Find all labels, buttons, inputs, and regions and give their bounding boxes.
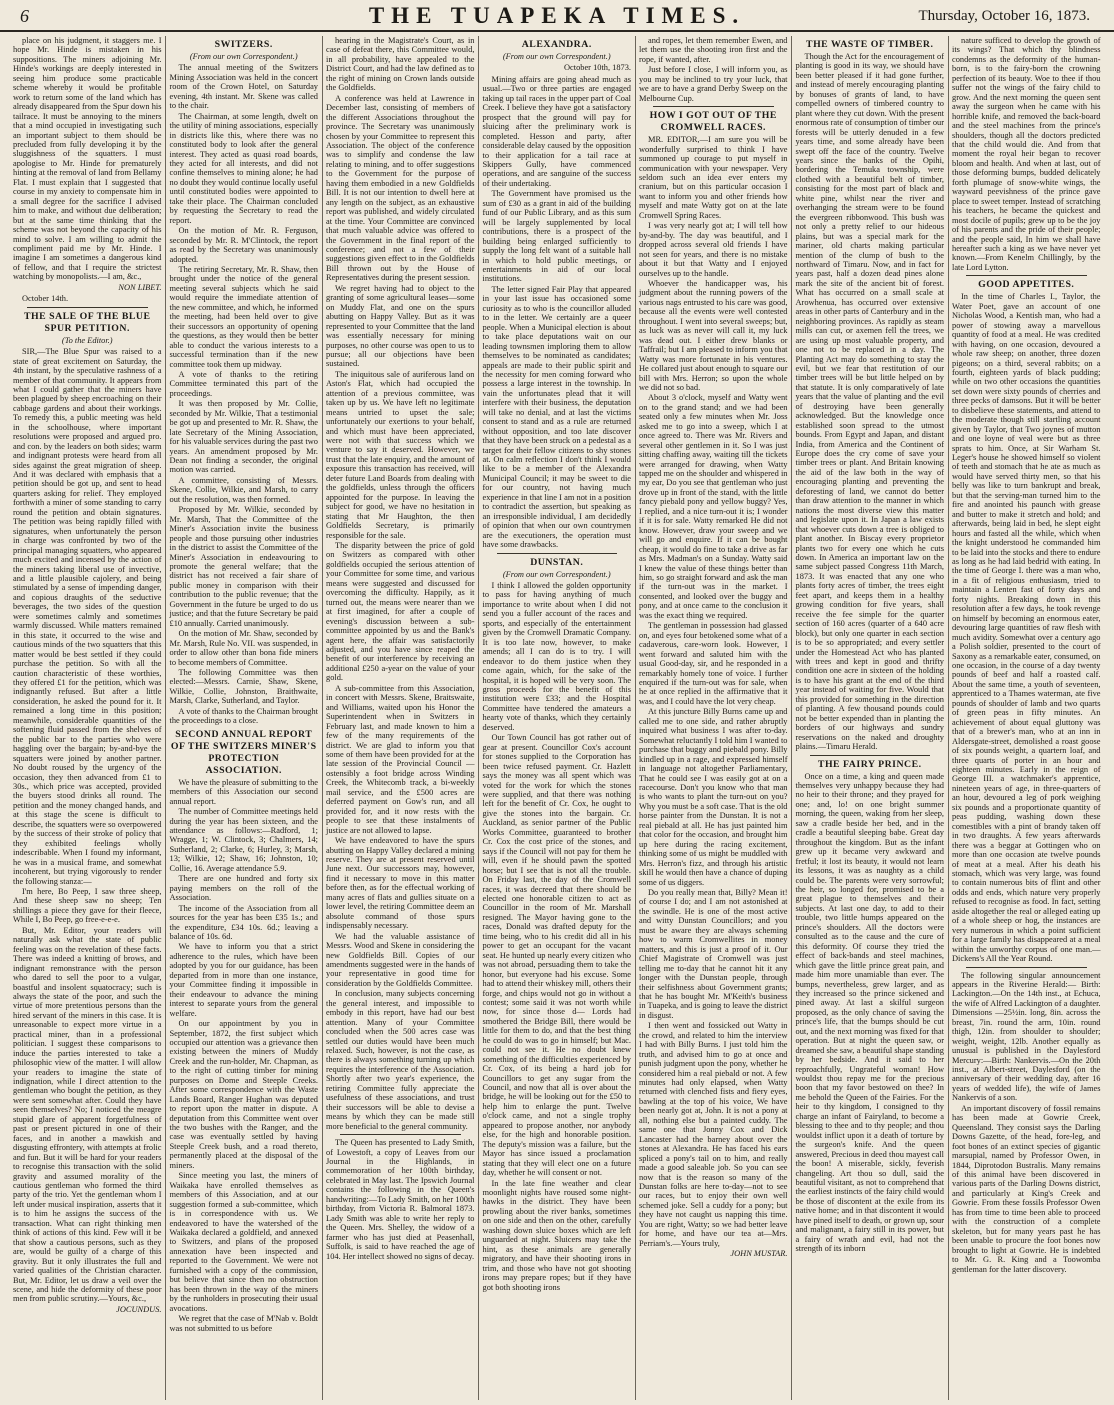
section-rule <box>27 307 148 308</box>
paragraph: We regret that the case of M'Nab v. Boldt was not submitted to us before <box>169 1314 318 1333</box>
paragraph: Our Town Council has got rather out of gear at present. Councillor Cox's account for stones supplied to the Corporation has been twice refused payment. Cr. Hazlett says the money was all spent which was voted for the work for which the stones were supplied, and that there was nothing left for the benefit of Cr. Cox, he ought to give the stones into the bargain. Cr. Auckland, as senior partner of the Public Works Committee, guaranteed to brother Cr. Cox the cost price of the stones, and says if the Council will not pay for them he will, even if he should pawn the spotted horse; but I see that is not all the trouble. On Friday last, the day of the Cromwell races, it was decreed that there should be elected one honorable citizen to act as Councillor in the room of Mr. Marshall resigned. The Mayor having gone to the races, Donald was drafted deputy for the time being, who to his credit did all in his power to get an occupant for the vacant seat. He hunted up nearly every citizen who was not abroad, persuading them to take the honor, but everyone had his excuse. Some had to attend their whiskey mill, others their forge, and chips would not go in without a contest; some said it was not worth while now, for since those d— Lords had smothered the Bridge Bill, there would be little for them to do, and that the best thing he could do was to go in himself; but Mac. could not see it. He no doubt knew something of the difficulties experienced by Cr. Cox, of its being a hard job for Councillors to get any sugar from the Council, and now that all is over about the bridge, he will be looking out for the £50 to help him to enlarge the punt. Twelve o'clock came, and not a single trophy appeared to propose another, nor anybody else, for the high and honorable position. The deputy's mission was a failure, but the Mayor has since issued a proclamation stating that they will elect one on a future day, whether he will consent or not. <box>482 733 631 1178</box>
headline: SWITZERS. <box>214 39 273 50</box>
headline: HOW I GOT OUT OF THE CROMWELL RACES. <box>649 110 777 134</box>
column-1 <box>10 36 165 1400</box>
correspondent-line: (From our own Correspondent.) <box>189 52 298 61</box>
column-4 <box>480 36 635 1400</box>
paragraph: The annual meeting of the Switzers Mining Association was held in the concert room of the Crown Hotel, on Saturday evening, 4th instant. Mr. Skene was called to the chair. <box>169 63 318 111</box>
paragraph: The income of the Association from all sources for the year has been £35 1s.; and the expenditure, £34 10s. 6d.; leaving a balance of 10s. 6d. <box>169 903 318 941</box>
newspaper-title: THE TUAPEKA TIMES. <box>368 3 746 28</box>
section-rule <box>497 553 618 554</box>
paragraph: We had the valuable assistance of Messrs. Wood and Skene in considering the new Goldfields Bill. Copies of our amendments suggested were in the hands of your representative in good time for consideration by the Goldfields Committee. <box>326 931 475 988</box>
issue-date: Thursday, October 16, 1873. <box>918 8 1090 24</box>
paragraph: Just before I close, I will inform you, as you may be inclined to try your luck, that we are to have a grand Derby Sweep on the Melbourne Cup. <box>639 65 788 103</box>
headline: SECOND ANNUAL REPORT OF THE SWITZERS MINER'S PROTECTION ASSOCIATION. <box>170 728 317 776</box>
paragraph: Since meeting you last, the miners of Waikaka have enrolled themselves as members of this Association, and at our suggestion formed a sub-committee, which is in correspondence with us. We endeavored to have the watershed of the Waikaka declared a goldfield, and annexed to Switzers, and plans of the proposed annexation have been inspected and reported to the Government. We were not furnished with a copy of the commission, but believe that since then no obstruction has been thrown in the way of the miners by the runholders in prosecuting their usual avocations. <box>169 1171 318 1313</box>
signature: JOCUNDUS. <box>116 1304 162 1314</box>
paragraph: The Chairman, at some length, dwelt on the utility of mining associations, especially in districts like this, where there was no constituted body to look after the general interest. They acted as quasi road boards, they acted for all interests, and did not confine themselves to mining alone; he had no doubt they would continue locally useful until constituted bodies were appointed to take their place. The Chairman concluded by requesting the Secretary to read the report. <box>169 111 318 225</box>
paragraph: Proposed by Mr. Wilkie, seconded by Mr. Marsh, That the Committee of the Miner's Association invite the business people and those pursuing other industries in the district to assist the Committee of the Miner's Association in endeavouring to promote the general welfare; that the district has not received a fair share of public money in comparison with their contribution to the public revenue; that the Government in the future be urged to do us justice; and that the future Secretary be paid £10 annually. Carried unanimously. <box>169 505 318 628</box>
paragraph: We have the pleasure of submitting to the members of this Association our second annual report. <box>169 777 318 806</box>
section-rule <box>966 967 1087 968</box>
columns-container <box>10 36 1106 1400</box>
paragraph: October 14th. <box>22 294 69 304</box>
paragraph: There are one hundred and forty six paying members on the roll of the Association. <box>169 874 318 903</box>
paragraph: I think I allowed the golden opportunity to pass for having anything of much importance to write about when I did not send you a fuller account of the races and sports, and especially of the entertainment given by the Cromwell Dramatic Company. It is too late now, however, to make amends; all I can do is to try. I will endeavor to do them justice when they come again, which, for the sake of the hospital, it is hoped will be very soon. The gross proceeds for the benefit of this institution were £33; and the Hospital Committee have tendered the amateurs a hearty vote of thanks, which they certainly deserved. <box>482 581 631 732</box>
paragraph: SIR,—The Blue Spur was raised to a state of great excitement on Saturday, the 4th instant, by the speculative rashness of a member of that community. It appears from what I could gather that the miners have been plagued by sheep encroaching on their cabbage gardens and about their workings. To remedy this, a public meeting was held in the schoolhouse, where important resolutions were proposed and argued pro. and con. by the leaders on both sides; warm and indignant protests were heard from all sides against the great migration of sheep. And it was declared with emphasis that a petition should be got up, and sent to head quarters asking for relief. They employed forthwith a miner of some standing to carry round the petition and obtain signatures. The petition was being rapidly filled with signatures, when unfortunately the person in charge was confronted by two of the principal managing squatters, who appeared much excited and incensed by the action of the miners taking liberal use of invective, and a little plausible cajolery, and being stimulated by a sense of impending danger, and copious draughts of the seductive beverages, the two sides of the question were sometimes calmly and sometimes warmly discussed. While matters remained in this state, it occurred to the wise and cautious minds of the two squatters that this matter would be best settled if they could purchase the petition. So with all the caution characteristic of these worthies, they offered £1 for the petition, which was indignantly refused. But after a little consideration, he asked the pound for it. It remained a long time in this position; meanwhile, considerable quantities of the softening fluid passed from the shelves of the public bar to the parties who were haggling over the bargain; by-and-bye the squatters were joined by another partner. No doubt roused by the urgency of the occasion, they then advanced from £1 to 30s., which price was accepted, provided the buyers stood drinks all round. The petition and the money changed hands, and at this stage the scene is difficult to describe, the squatters were so overpowered by the success of their stroke of policy that they exhibited feelings wholly indescribable. When I found my informant, he was in a musical frame, and somewhat incoherent, but trying vigorously to render the following stanza:— <box>13 347 162 886</box>
paragraph: On our appointment by you in September, 1872, the first subject which occupied our attention was a grievance then existing between the miners of Muddy Creek and the run-holder, Mr. Chapman, as to the right of cutting timber for mining purposes on Dome and Steeple Creeks. After some correspondence with the Waste Lands Board, Ranger Hughan was deputed to report upon the matter in dispute. A deputation from this Committee went over the two bushes with the Ranger, and the case was eventually settled by having Steeple Creek bush, and a road thereto, permanently placed at the disposal of the miners. <box>169 1019 318 1170</box>
column-7 <box>949 36 1104 1400</box>
column-2 <box>167 36 322 1400</box>
paragraph: A conference was held at Lawrence in December last, consisting of members of the different Associations throughout the province. The Secretary was unanimously chosen by your Committee to represent this Association. The object of the conference was to simplify and condense the law relating to mining, and to offer suggestions to the Government for the purpose of having them embodied in a new Goldfields Bill. It is not our intention to dwell here at any length on the subject, as an exhaustive report was published, and widely circulated at the time. Your Committee are convinced that much valuable advice was offered to the Government in the final report of the conference; and not a few of their suggestions given effect to in the Goldfields Bill thrown out by the House of Representatives during the present session. <box>326 93 475 283</box>
correspondent-line: (To the Editor.) <box>61 335 113 345</box>
paragraph: The gentleman in possession had glassed on, and eyes four betokened some what of a cadaverous, care-worn look. However, I went forward and saluted him with the usual Good-day, sir, and he responded in a remarkably homely tone of voice. I further enquired if the turn-out was for sale, when he at once replied in the affirmative that it was, and I could have the lot very cheap. <box>639 621 788 706</box>
paragraph: Though the Act for the encouragement of planting is good in its way, we should have been better pleased if it had gone further, and instead of merely encouraging planting by bonuses of grants of land, to have compelled owners of timbered country to plant where they cut down. With the present enormous rate of consumption of timber our forests will be utterly denuded in a few years time, and some already have been swept off the face of the country. Twelve years since the banks of the Opihi, bordering the Temuka township, were clothed with a beautiful belt of timber, consisting for the most part of black and white pine, whilst near the river and overhanging the stream were to be found the evergreen ribbonwood. This bush was not only a pretty relief to our hideous plains, but was a special mark for the mariner, old charts making particular mention of the clump of bush to the northward of Timaru. Now, and in fact for years past, half a dozen dead pines alone mark the site of the ancient bit of forest. What has occurred on a small scale at Arowhenua, has occurred over extensive areas in other parts of Canterbury and in the neighboring provinces. As rapidly as steam mills can cut, or axemen fell the trees, we are using up most valuable property, and one not to be replaced in a day. The Planting Act may do something to stay the evil, but we fear that restitution of our timber trees will be but little helped on by that statute. It is only comparatively of late years that the value of planting and the evil of destroying have been generally acknowledged. But the knowledge once established soon spread to the utmost bounds. From Egypt and Japan, and distant India, from America and the Continent of Europe does the cry come of save your timber trees or plant. And Britain knowing the aid of the law both in the way of encouraging planting and preventing the deforesting of land, we cannot do better than draw attention to the manner in which nations the most diverse view this matter and legislate upon it. In Japan a law exists that whoever cuts down a tree is obliged to plant another. In Biscay every proprietor plants two for every one which he cuts down. In America an important law on the same subject passed Congress 11th March, 1873. It was enacted that any one who plants forty acres of timber, the trees eight feet apart, and keeps them in a healthy growing condition for five years, shall receive the fee simple for the quarter section of 160 acres (quarter of a 640 acre block), but only one quarter in each section is to be so appropriated; and every settler under the Homestead Act who has planted with trees and kept in good and thrifty condition one acre in sixteen of the holding is to have his grant at the end of the third year instead of waiting for five. Would that this provided for something in the direction of planting. A few thousand pounds could not be better expended than in planting the borders of our highways and sundry reservations on the naked and droughty plains.—Timaru Herald. <box>795 52 944 752</box>
section-rule <box>966 275 1087 276</box>
paragraph: On the motion of Mr. Shaw, seconded by Mr. Marsh, Rule No. VII. was suspended, in order to allow other than bona fide miners to become members of Committee. <box>169 629 318 667</box>
section-rule <box>810 755 931 756</box>
paragraph: The Queen has presented to Lady Smith, of Lowestoft, a copy of Leaves from our Journal in the Highlands, in commemoration of her 100th birthday, celebrated in May last. The Ipswich Journal contains the following in the Queen's handwriting:—To Lady Smith, on her 100th birthday, from Victoria R. Balmoral 1873. Lady Smith was able to write her reply to the Queen. Mrs. Shelley, the widow of a farmer who has just died at Peasenhall, Suffolk, is said to have reached the age of 104. Her intellect showed no signs of decay. <box>326 1138 475 1261</box>
paragraph: The Government have promised us the sum of £30 as a grant in aid of the building fund of our Public Library, and as this sum will be largely supplemented by local contributions, there is a prospect of the building being enlarged sufficiently to supply the long felt want of a suitable hall in which to hold public meetings, or entertainments in aid of our local institutions. <box>482 189 631 284</box>
paragraph: A vote of thanks to the retiring Committee terminated this part of the proceedings. <box>169 369 318 398</box>
page-number: 6 <box>20 6 29 26</box>
paragraph: The following singular announcement appears in the Riverine Herald:— Birth: Lackington.—On the 14th inst., at Echuca, the wife of Alfred Lackington of a daughter. Dimensions —25½in. long, 8in. across the breast, 7in. round the arm, 10in. round thigh, 12in. from shoulder to shoulder; weight, weight, 12lb. Another equally as unusual is published in the Daylesford Mercury:—Birth: Nankervis.—On the 20th inst., at Albert-street, Daylesford (on the anniversary of their wedding day, after 16 years of wedded life), the wife of James Nankervis of a son. <box>952 970 1101 1103</box>
signature: NON LIBET. <box>118 282 162 292</box>
headline: THE WASTE OF TIMBER. <box>806 39 934 50</box>
paragraph: I'm here, Bo Peep, I saw three sheep, And these sheep saw no sheep; Ten shillings a piece they gave for their fleece, While I, Bo Peep, go free-e-e-e. <box>13 886 162 925</box>
paragraph: nature sufficed to develop the growth of its wings? That which thy blindness condemns as the deformity of the human-born, is to the fairy-born the crowning perfection of its beauty. Woe to thee if thou suffer not the wings of the fairy child to grow. And the next morning the queen sent away the surgeon when he came with his horrible knife, and removed the back-board and the steel machines from the prince's shoulders, though all the doctors predicted that the child would die. And from that moment the royal heir began to recover bloom and health. And when at last, out of those deforming bumps, budded delicately forth plumage of snow-white wings, the wayward peevishness of the prince gave place to sweet temper. Instead of scratching his teachers, he became the quickest and most docile of pupils; grew up to be the joy of his parents and the pride of their people; and the people said, In him we shall have hereafter such a king as we have never yet known.—From Kenelm Chillingly, by the late Lord Lytton. <box>952 36 1101 272</box>
paragraph: About 3 o'clock, myself and Watty went on to the grand stand; and we had been seated only a few minutes when Mr. Joss asked me to go into a sweep, which I at once agreed to. There was Mr. Rivers and several other gentlemen in it. So I was just sitting chaffing away, waiting till the tickets were arranged for drawing, when Watty tapped me on the shoulder and whispered in my ear, Do you see that gentleman who just drove up in front of the stand, with the little fancy piebald pony and yellow buggy? Yes, I replied, and a nice turn-out it is; I wonder if it is for sale. Watty remarked He did not know. However, draw your sweep and we will go and enquire. If it can be bought cheap, it would do fine to take a drive as far as Mrs. Madman's on a Sunday. Watty said I knew the value of these things better than him, so go straight forward and ask the man if the turn-out was in the market. I consented, and looked over the buggy and pony, and at once came to the conclusion it was the exact thing we required. <box>639 393 788 620</box>
dateline: October 10th, 1873. <box>564 63 631 73</box>
paragraph: MR. EDITOR,—I am sure you will be wonderfully surprised to think I have summoned up courage to put myself in communication with your newspaper. Very seldom such an idea ever enters my cranium, but on this particular occasion I want to inform you and other friends how myself and mate Watty got on at the late Cromwell Spring Races. <box>639 135 788 220</box>
correspondent-line: (From our own Correspondent.) <box>502 52 611 61</box>
correspondent-line: (From our own Correspondent.) <box>502 569 611 579</box>
section-rule <box>653 106 774 107</box>
paragraph: The retiring Secretary, Mr. R. Shaw, then brought under the notice of the general meeting several subjects which he said would require the immediate attention of the new committee, and which, he informed the meeting, had been held over to give their successors an opportunity of opening the questions, as they would then be better able to conduct the various interests to a successful termination than if the new committee took them up midway. <box>169 264 318 369</box>
paragraph: In the time of Charles I., Taylor, the Water Poet, gave an account of one Nicholas Wood, a Kentish man, who had a power of stowing away a marvellous quantity of food at a meal. He was credited with having, on one occasion, devoured a whole raw sheep; on another, three dozen pigeons; on a third, several rabbits; on a fourth, eighteen yards of black pudding; while on two other occasions the quantities set down were sixty pounds of cherries and three pecks of damsons. But it will be better to disbelieve these statements, and attend to the moderate though still startling account given by Taylor, that Two joynes of mutton and one loyne of veal were but as three sprats to him. Once, at Sir Warham St. Leger's house he showed himself so violent of teeth and stomach that he ate as much as would have served thirty men, so that his belly was like to turn bankrupt and break, but that the serving-man turned him to the fire and anointed his paunch with grease and butter to make it stretch and hold; and afterwards, being laid in bed, he slept eight hours and fasted all the while, which when the knight understood he commanded him to be laid into the stocks and there to endure as long as he had laid bedrid with eating. In the time of George I. there was a man who, in a fit of religious enthusiasm, tried to maintain a Lenten fast of forty days and forty nights. Breaking down in this resolution after a few days, he took revenge on himself by becoming an enormous eater, devouring large quantities of raw flesh with much avidity. Somewhat over a century ago a Polish soldier, presented to the court of Saxony as a remarkable eater, consumed, on one occasion, in the course of a day twenty pounds of beef and half a roasted calf. About the same time, a youth of seventeen, apprenticed to a Thames waterman, ate five pounds of shoulder of lamb and two quarts of green peas in fifty minutes. An achievement of about equal gluttony was that of a brewer's man, who at an inn in Aldersgate-street, demolished a roast goose of six pounds weight, a quartern loaf, and three quarts of porter in an hour and eighteen minutes. Early in the reign of George III. a watchmaker's apprentice, nineteen years of age, in three-quarters of an hour, devoured a leg of pork weighing six pounds and a proportionate quantity of peas pudding, washing down these comestibles with a pint of brandy taken off in two draughts. A few years afterwards there was a beggar at Gottingen who on more than one occasion ate twelve pounds of meat at a meal. After his death his stomach, which was very large, was found to contain numerous bits of flint and other odds and ends, which nature very properly refused to recognise as food. In fact, setting aside altogether the real or alleged eating up of a whole sheep or hog, the instances are very numerous in which a point sufficient for a large family has disappeared at a meal within the unworthy corpus of one man.—Dickens's All the Year Round. <box>952 292 1101 964</box>
headline: THE FAIRY PRINCE. <box>817 758 922 770</box>
paragraph: The letter signed Fair Play that appeared in your last issue has occasioned some curiosity as to who is the councillor alluded to in the letter. We certainly are a queer people. When a Municipal election is about to take place deputations wait on our leading townsmen imploring them to allow themselves to be nominated as candidates; appeals are made to their public spirit and the necessity for men coming forward who possess a large interest in the township. In vain the unfortunates plead that it will interfere with their business, the deputation will take no denial, and at last the victims consent to stand and as a rule are returned without opposition, and too late discover that they have been struck on a pedestal as a target for their fellow citizens to shy stones at. On calm reflection I don't think I would like to be a member of the Alexandra Municipal Council; it may be sweet to die for our country, not having much experience in that line I am not in a position to contradict the assertion, but speaking as an irresponsible individual, I am decidedly of opinion that when our own countrymen are the executioners, the operation must have some drawbacks. <box>482 284 631 550</box>
paragraph: At this juncture Billy Burns came up and called me to one side, and rather abruptly inquired what business I was after to-day. Somewhat reluctantly I told him I wanted to purchase that buggy and piebald pony. Billy kindled up in a rage, and expressed himself in language not altogether Parliamentary, That he could see I was easily got at on a racecourse. Don't you know who that man is who wants to plant the turn-out on you? Why you must be a soft case. That is the old horse painter from the Dunstan. It is not a real piebald at all. He has just painted him that color for the occasion, and brought him up here during the racing excitement, thinking some of us might be muddled with Mrs. Herron's fizz, and through his artistic skill he would then have a chance of duping some of us diggers. <box>639 707 788 887</box>
section-rule <box>340 1134 461 1135</box>
paragraph: A sub-committee from this Association, in concert with Messrs. Skene, Braitswaite, and Williams, waited upon his Honor the Superintendent when in Switzers in February last, and made known to him a few of the many requirements of the district. We are glad to inform you that some of them have been provided for at the late session of the Provincial Council —ostensibly a foot bridge across Winding Creek, the Whitecomb track, a bi-weekly mail service, and the £500 acres are deferred payment on Gow's run, and all provided for, and it now rests with the people to see that these instalments of justice are not allowed to lapse. <box>326 683 475 835</box>
paragraph: But, Mr. Editor, your readers will naturally ask what the state of public feeling was on the revelation of these facts. There was indeed a knitting of brows, and indignant remonstrance with the person who dared to sell the poor to a vulgar, boastful and insolent squatocracy; such is always the state of the poor, and such the virtue of more pretentious persons than the hired servant of the miners in this case. It is unreasonable to expect more virtue in a practical miner, than in a professional politician. I suggest these comparisons to induce the parties interested to take a philosophic view of the matter. I will allow your readers to imagine the state of indignation, while I direct attention to the gentleman who bought the petition, as they were sent somewhat after. Could they have seen themselves? No; I noticed the meagre stupid glare of apparent forgetfulness of past or present pictured in one of their faces, and in another a mawkish and disgusting effrontery, with attempts at frolic and fun. But it will be hard for your readers to recognise this transaction with the solid gravity and assumed morality of the cautious gentleman who formed the third party of the trio. Yet the gentleman whom I left under musical inspiration, asserts that it is to him he assigns the success of the transaction. What can right thinking men think of actions of this kind. Few will it be that show a cautious persons, such as they are, would be guilty of a charge of this gravity. But it only illustrates the full and varied qualities of the Christian character. But, Mr. Editor, let us draw a veil over the scene, and hide the deformity of these poor men from public scrutiny.—Yours, &c., <box>13 925 162 1304</box>
column-5 <box>636 36 791 1400</box>
paragraph: A vote of thanks to the Chairman brought the proceedings to a close. <box>169 706 318 726</box>
paragraph: A committee, consisting of Messrs. Skene, Collie, Wilkie, and Marsh, to carry out the resolution, was then formed. <box>169 475 318 504</box>
paragraph: Once on a time, a king and queen made themselves very unhappy because they had no heir to their throne; and they prayed for one; and, lo! on one bright summer morning, the queen, waking from her sleep, saw a cradle beside her bed, and in the cradle a beautiful sleeping babe. Great day throughout the kingdom. But as the infant grew up it became very awkward and fretful; it lost its beauty, it would not learn its lessons, it was as naughty as a child could be. The parents were very sorrowful; the heir, so longed for, promised to be a great plague to themselves and their subjects. At last one day, to add to their trouble, two little humps appeared on the prince's shoulders. All the doctors were consulted as to the cause and the cure of this deformity. Of course they tried the effect of back-bands and steel machines, which gave the little prince great pain, and made him more unamiable than ever. The bumps, nevertheless, grew larger, and as they increased so the prince sickened and pined away. At last a skilful surgeon proposed, as the only chance of saving the prince's life, that the bumps should be cut out, and the next morning was fixed for that operation. But at night the queen saw, or dreamed she saw, a beautiful shape standing by her bedside. And it said to her reproachfully, Ungrateful woman! How wouldst thou repay me for the precious boon that my favor bestowed on thee? In me behold the Queen of the Fairies. For the heir to thy kingdom, I consigned to thy charge an infant of Fairyland, to become a blessing to thee and to thy people; and thou wouldst inflict upon it a death of torture by the surgeon's knife. And the queen answered, Precious in deed thou mayest call the boon! A miserable, sickly, feverish changeling. Art thou so dull, said the beautiful visitant, as not to comprehend that the earliest instincts of the fairy child would be those of discontent at the exile from its native home; and in that discontent it would have pined itself to death, or grown up, sour and malignant, a fairy still in its power, but a fairy of wrath and evil, had not the strength of its inborn <box>795 771 944 1254</box>
paragraph: I then went and fossicked out Watty in the crowd, and related to him the interview I had with Billy Burns. I just told him the truth, and advised him to go at once and punish judgment upon the pony, whether he considered him a real piebald or not. A few minutes had only elapsed, when Watty returned with clenched fists and fiery eyes, bawling at the top of his voice, We have been nearly got at, John. It is not a pony at all, nothing else but a painted cuddy. The same one that Jonny Cox and Dick Lancaster had the barney about over the stones at Alexandra. He has faced his ears spliced a pony's tail on to him, and really made a good saleable job. So you can see now that is the reason so many of the Dunstan folks are here to-day—not to see our races, but to enjoy their own well schemed joke. Sell a cuddy for a pony; but they have not caught us napping this time. You are right, Watty; so we had better leave for home, and have our tea at—Mrs. Perriam's.—Yours truly, <box>639 1021 788 1248</box>
column-6 <box>793 36 948 1400</box>
paragraph: hearing in the Magistrate's Court, as in case of defeat there, this Committee would, in all probability, have appealed to the District Court, and had the law defined as to the right of mining on Crown lands outside the Goldfields. <box>326 36 475 93</box>
column-3 <box>323 36 478 1400</box>
masthead <box>0 0 1114 32</box>
paragraph: place on his judgment, it staggers me. I hope Mr. Hinde is mistaken in his suppositions. The miners adjoining Mr. Hinde's workings are deeply interested in seeing him produce some practicable scheme whereby it would be profitable work to return some of the land which has already disappeared from the Spur down his tailrace. It must be annoying to the miners that a mind occupied in investigating such an important subject to them should be precluded from fully developing it by the sluggishness of the squatters. I must apologise to Mr. Hinde for prematurely hinting at the removal of land from Bellamy Flat. I must explain that I suggested that course in my anxiety to compensate him in a small degree for the sacrifice I advised him to make, and without due deliberation; but at the same time thinking that the scheme was not beyond the capacity of his mind to solve. I am willing to admit the compliment paid me by Mr. Hinde. I imagine I am sometimes a dangerous kind of fellow, and that I require the strictest watching by monopolists.—I am, &c., <box>13 36 162 282</box>
paragraph: In conclusion, many subjects concerning the general interest, and impossible to embody in this report, have had our best attention. Many of your Committee concluded when the 500 acres case was settled our duties would have been much relaxed. Such, however, is not the case, as there is always something turning up which requires the interference of the Association. Shortly after two year's experience, the retiring Committee fully appreciate the usefulness of these associations, and trust their successors will be able to devise a means by which they can be made still more beneficial to the general community. <box>326 989 475 1131</box>
headline: ALEXANDRA. <box>521 39 592 50</box>
paragraph: The disparity between the price of gold on Switzers as compared with other goldfields occupied the serious attention of your Committee for some time, and various means were suggested and discussed for overcoming the difficulty. Happily, as it turned out, the means were nearer than we at first imagined, for after a couple of evening's discussion between a sub-committee appointed by us and the Bank's agent here, the affair was satisfactorily adjusted, and you have since reaped the benefit of our interference by receiving an additional £250 a-year on the value of your gold. <box>326 541 475 683</box>
paragraph: We have to inform you that a strict adherence to the rules, which have been adopted by you for our guidance, has been departed from in more than one instance, your Committee finding it impossible in their endeavour to advance the mining interest to separate yours from the general welfare. <box>169 942 318 1018</box>
paragraph: The iniquitous sale of auriferous land on Aston's Flat, which had occupied the attention of a previous committee, was taken up by us. We have left no legitimate means untried to upset the sale; unfortunately our exertions to your behalf, and which must have been appreciated, were not with that success which we venture to say it deserved. However, we trust that the late enquiry, and the amount of exposure this transaction has received, will deter future Land Boards from dealing with the goldfields, unless through the officers appointed for the purpose. In leaving the subject for good, we have no hesitation in stating that Mr Haughton, the then Goldfields Secretary, is primarily responsible for the sale. <box>326 369 475 540</box>
paragraph: We have endeavored to have the spurs abutting on Happy Valley declared a mining reserve. They are at present reserved until June next. Our successors may, however, find it necessary to move in this matter before then, as for the effectual working of many acres of flats and gullies situate on a lower level, the retiring Committee deem an absolute command of those spurs indispensably necessary. <box>326 836 475 931</box>
paragraph: Mining affairs are going ahead much as usual.—Two or three parties are engaged taking up tail races in the upper part of Coal Creek. I believe they have got a satisfactory prospect that the ground will pay for sluicing after the preliminary work is completed. Hesson and party, after considerable delay caused by the opposition to their application for a tail race at Skippers Gully, have commenced operations, and are sanguine of the success of their undertaking. <box>482 74 631 188</box>
paragraph: The following Committee was then elected:—Messrs. Carnie, Shaw, Skene, Wilkie, Collie, Johnston, Braithwaite, Marsh, Clarke, Sutherland, and Taylor. <box>169 668 318 706</box>
paragraph: We regret having had to object to the granting of some agricultural leases—some on Muddy Flat, and one on the spurs abutting on Happy Valley. But as it was represented to your Committee that the land was essentially necessary for mining purposes, no other course was open to us to pursue; all our objections have been sustained. <box>326 283 475 369</box>
paragraph: On the motion of Mr. R. Ferguson, seconded by Mr. R. M'Clintock, the report as read by the Secretary was unanimously adopted. <box>169 226 318 264</box>
paragraph: It was then proposed by Mr. Collie, seconded by Mr. Wilkie, That a testimonial be got up and presented to Mr. R. Shaw, the late Secretary of the Mining Association, for his valuable services during the past two years. An amendment proposed by Mr. Dean not finding a seconder, the original motion was carried. <box>169 399 318 475</box>
paragraph: I was very nearly got at; I will tell how by-and-by. The day was beautiful, and I dropped across several old friends I have not seen for years, and there is no mistake about it but that Watty and I enjoyed ourselves up to the handle. <box>639 221 788 278</box>
paragraph: The number of Committee meetings held during the year has been sixteen, and the attendance as follows:—Radford, 1; Wragge, 1; W. Clintock, 3; Chalmers, 14; Sutherland, 2; Clarke, 6; Hurley, 3; Marsh, 13; Wilkie, 12; Shaw, 16; Johnston, 10; Collie, 16. Average attendance 5.9. <box>169 807 318 873</box>
paragraph: In the late fine weather and clear moonlight nights have roused some night-hawks in the district. They have been prowling about the river banks, sometimes on one side and then on the other, carefully washing down sluice boxes which are left unguarded at night. Sluicers may take the hint, as these animals are generally migratory, and have their shooting irons in trim, and those who have not got shooting irons may prepare ropes; but if they have got both shooting irons <box>482 1178 631 1292</box>
paragraph: Whoever the handicapper was, his judgment about the running powers of the various nags entrusted to his care was good, because all the events were well contested throughout. I went into several sweeps; but, as luck was as never will call it, my luck was dead out. I either drew blanks or Taffrail; but I am pleased to inform you that Watty was more fortunate in his ventures. He collared just about enough to square our bill with Mrs. Herron; so upon the whole we did not so bad. <box>639 278 788 392</box>
paragraph: An important discovery of fossil remains has been made at Gowrie Creek, Queensland. They consist says the Darling Downs Gazette, of the head, fore-leg, and foot bones of an extinct species of gigantic marsupial, named by Professor Owen, in 1844, Diprotodon Bustralis. Many remains of this animal have been discovered in various parts of the Darling Downs district, and particularly at King's Creek and Gowrie. From these fossils Professor Owen has from time to time been able to proceed with the construction of a complete skeleton, but for many years past he has been unable to procure the foot bones now brought to light at Gowrie. He is indebted to Mr. G. R. King and a Toowomba gentleman for the latter discovery. <box>952 1103 1101 1274</box>
headline: DUNSTAN. <box>530 556 584 568</box>
paragraph: and ropes, let them remember Ewen, and let them use the shooting iron first and the rope, if wanted, after. <box>639 36 788 64</box>
headline: GOOD APPETITES. <box>978 279 1075 291</box>
paragraph: Do you really mean that, Billy? Mean it! of course I do; and I am not astonished at the swindle. He is one of the most active and witty Dunstan Councillors; and you must be aware they are always scheming how to warm Cromwellites in money matters, and this is just a proof of it. Our Chief Magistrate of Cromwell was just telling me to-day that he cannot hit it any longer with the Dunstan people, through their selfishness about Government grants; that he has bought Mr. M'Keith's business in Tuapeka, and is going to leave the district in disgust. <box>639 887 788 1020</box>
headline: THE SALE OF THE BLUE SPUR PETITION. <box>23 310 151 334</box>
signature: JOHN MUSTAR. <box>730 1249 788 1259</box>
